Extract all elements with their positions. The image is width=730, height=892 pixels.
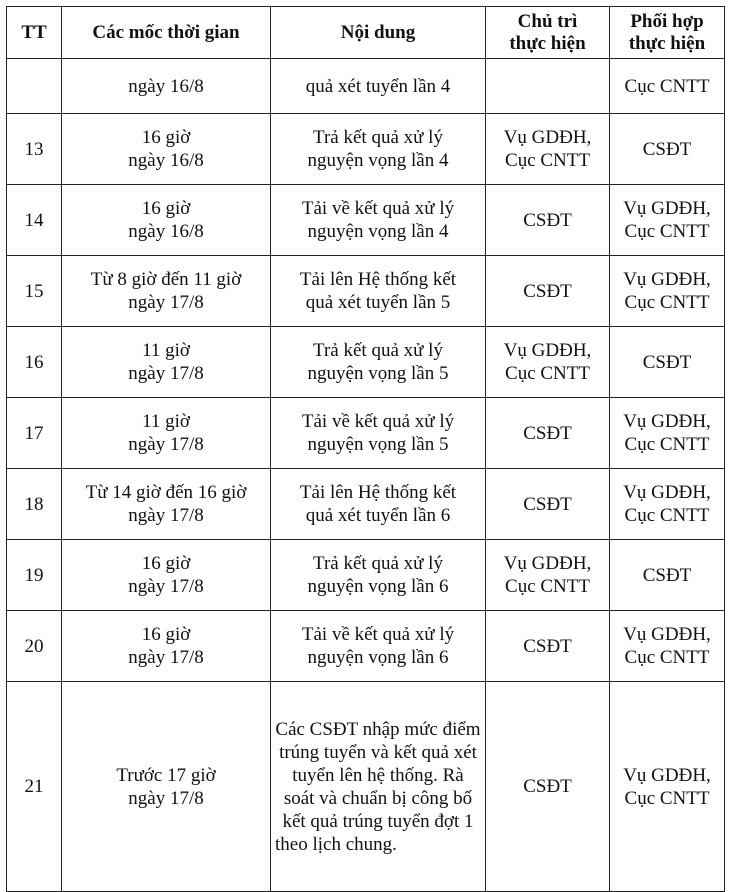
cell-tt: 13 (7, 114, 62, 185)
cell-lead-line2: Cục CNTT (505, 150, 590, 171)
cell-coord-line1: Vụ GDĐH, (623, 269, 711, 290)
table-header-row (7, 7, 725, 59)
cell-coord-line2: Cục CNTT (624, 434, 710, 455)
header-lead (486, 7, 610, 59)
cell-coord-line1: Vụ GDĐH, (623, 198, 711, 219)
cell-coord (610, 540, 725, 611)
cell-coord (610, 256, 725, 327)
cell-lead-line2: Cục CNTT (505, 363, 590, 384)
cell-time-line1: 16 giờ (141, 553, 191, 574)
header-tt: TT (7, 7, 62, 59)
cell-content: Các CSĐT nhập mức điểm trúng tuyển và kết quả xét tuyển lên hệ thống. Rà soát và chuẩn bị công bố kết quả trúng tuyển đợt 1 theo lịch chung. (271, 682, 486, 892)
cell-content (271, 327, 486, 398)
cell-coord (610, 682, 725, 892)
cell-tt: 14 (7, 185, 62, 256)
header-coord-line1: Phối hợp (630, 10, 704, 32)
cell-tt: 18 (7, 469, 62, 540)
cell-coord-line2: Cục CNTT (624, 292, 710, 313)
cell-content (271, 540, 486, 611)
cell-lead: CSĐT (486, 682, 610, 892)
cell-coord (610, 469, 725, 540)
table-row (7, 327, 725, 398)
cell-time: ngày 16/8 (62, 59, 271, 114)
cell-time-line2: ngày 17/8 (128, 434, 204, 455)
cell-content-line2: nguyện vọng lần 5 (307, 434, 449, 455)
cell-time (62, 469, 271, 540)
cell-lead (486, 540, 610, 611)
cell-coord-line2: Cục CNTT (624, 647, 710, 668)
cell-content-line1: Tải về kết quả xử lý (301, 411, 455, 432)
cell-coord-line2: Cục CNTT (624, 787, 710, 809)
cell-tt: 15 (7, 256, 62, 327)
cell-lead (486, 256, 610, 327)
cell-coord-line1: Vụ GDĐH, (623, 411, 711, 432)
table-row (7, 114, 725, 185)
cell-coord (610, 327, 725, 398)
cell-time-line1: 16 giờ (141, 624, 191, 645)
cell-content-line1: Trả kết quả xử lý (313, 553, 443, 574)
cell-lead-line1: CSĐT (523, 422, 572, 444)
cell-lead (486, 185, 610, 256)
cell-time (62, 114, 271, 185)
cell-content-line2: quả xét tuyển lần 6 (305, 505, 451, 526)
cell-lead-line1: Vụ GDĐH, (503, 127, 592, 148)
table-row-last (7, 682, 725, 892)
cell-coord (610, 611, 725, 682)
cell-content-line1: Trả kết quả xử lý (313, 340, 443, 361)
cell-lead (486, 469, 610, 540)
cell-time-line1: 11 giờ (142, 411, 190, 432)
cell-content (271, 398, 486, 469)
cell-content-line2: nguyện vọng lần 6 (307, 576, 449, 597)
cell-lead-line1: CSĐT (523, 280, 572, 302)
cell-time-line2: ngày 16/8 (128, 221, 204, 242)
cell-time-line2: ngày 17/8 (128, 363, 204, 384)
cell-tt (7, 59, 62, 114)
cell-lead (486, 114, 610, 185)
table-row (7, 398, 725, 469)
cell-coord (610, 398, 725, 469)
cell-time (62, 611, 271, 682)
cell-tt: 19 (7, 540, 62, 611)
cell-time (62, 256, 271, 327)
cell-tt: 16 (7, 327, 62, 398)
cell-time-line1: 16 giờ (141, 127, 191, 148)
cell-lead-line1: Vụ GDĐH, (503, 553, 592, 574)
cell-time-line2: ngày 17/8 (128, 647, 204, 668)
cell-content-line1: Tải lên Hệ thống kết (299, 269, 457, 290)
cell-coord (610, 185, 725, 256)
cell-time-line1: Từ 14 giờ đến 16 giờ (85, 482, 247, 503)
cell-content (271, 611, 486, 682)
cell-lead (486, 59, 610, 114)
cell-content-line2: nguyện vọng lần 5 (307, 363, 449, 384)
table-row (7, 469, 725, 540)
table-row (7, 185, 725, 256)
cell-lead (486, 398, 610, 469)
table-row (7, 540, 725, 611)
cell-coord-line1: CSĐT (642, 564, 692, 586)
cell-time (62, 327, 271, 398)
schedule-table (6, 6, 725, 892)
cell-time-line2: ngày 17/8 (128, 505, 204, 526)
cell-coord-line1: CSĐT (642, 138, 692, 160)
cell-content-line2: nguyện vọng lần 6 (307, 647, 449, 668)
cell-content-line2: nguyện vọng lần 4 (307, 150, 449, 171)
cell-content (271, 469, 486, 540)
cell-coord: Cục CNTT (610, 59, 725, 114)
cell-time (62, 540, 271, 611)
header-coord-line2: thực hiện (628, 32, 706, 54)
cell-coord-line2: Cục CNTT (624, 221, 710, 242)
cell-tt: 20 (7, 611, 62, 682)
cell-content: quả xét tuyển lần 4 (271, 59, 486, 114)
cell-content (271, 114, 486, 185)
cell-lead-line1: CSĐT (523, 209, 572, 231)
cell-coord-line1: CSĐT (642, 351, 692, 373)
cell-coord-line1: Vụ GDĐH, (623, 764, 711, 786)
cell-lead (486, 327, 610, 398)
cell-tt: 17 (7, 398, 62, 469)
cell-time-line1: 16 giờ (141, 198, 191, 219)
cell-lead-line1: Vụ GDĐH, (503, 340, 592, 361)
cell-coord-line2: Cục CNTT (624, 505, 710, 526)
cell-time-line2: ngày 16/8 (128, 150, 204, 171)
cell-lead-line1: CSĐT (523, 493, 572, 515)
cell-content (271, 256, 486, 327)
header-time: Các mốc thời gian (62, 7, 271, 59)
cell-content-line1: Tải lên Hệ thống kết (299, 482, 457, 503)
cell-time-line1: 11 giờ (142, 340, 190, 361)
cell-coord-line1: Vụ GDĐH, (623, 624, 711, 645)
header-coord (610, 7, 725, 59)
cell-content-line1: Tải về kết quả xử lý (301, 198, 455, 219)
table-row (7, 256, 725, 327)
table-row-continuation (7, 59, 725, 114)
cell-time (62, 398, 271, 469)
cell-content (271, 185, 486, 256)
cell-lead-line1: CSĐT (523, 635, 572, 657)
cell-time-line1: Từ 8 giờ đến 11 giờ (90, 269, 242, 290)
header-lead-line1: Chủ trì (517, 10, 578, 32)
cell-coord (610, 114, 725, 185)
cell-time-line1: Trước 17 giờ (116, 764, 216, 786)
cell-coord-line1: Vụ GDĐH, (623, 482, 711, 503)
cell-content-line1: Tải về kết quả xử lý (301, 624, 455, 645)
cell-time-line2: ngày 17/8 (128, 576, 204, 597)
cell-time (62, 185, 271, 256)
cell-content-line2: quả xét tuyển lần 5 (305, 292, 451, 313)
cell-content-line2: nguyện vọng lần 4 (307, 221, 449, 242)
table-body (7, 59, 725, 892)
cell-time-line2: ngày 17/8 (128, 292, 204, 313)
table-row (7, 611, 725, 682)
header-content: Nội dung (271, 7, 486, 59)
cell-time-line2: ngày 17/8 (128, 787, 204, 809)
cell-lead (486, 611, 610, 682)
header-lead-line2: thực hiện (509, 32, 586, 54)
cell-time (62, 682, 271, 892)
cell-lead-line2: Cục CNTT (505, 576, 590, 597)
cell-tt: 21 (7, 682, 62, 892)
cell-content-line1: Trả kết quả xử lý (313, 127, 443, 148)
